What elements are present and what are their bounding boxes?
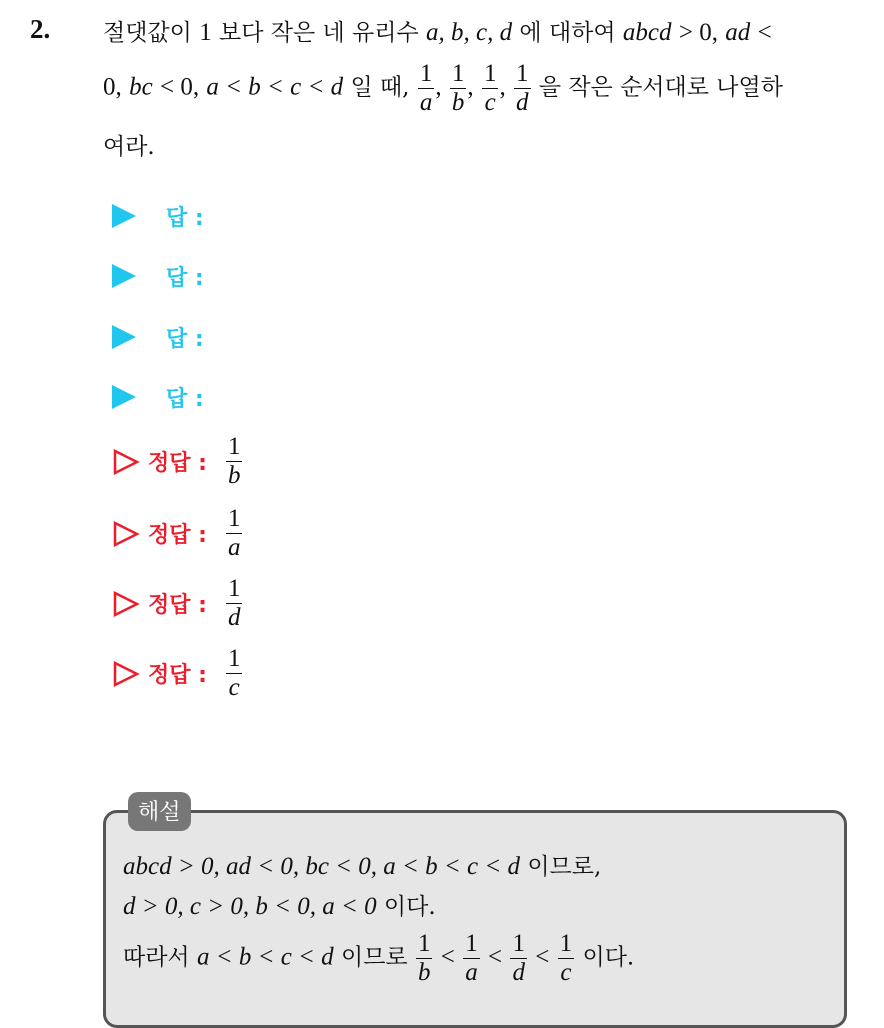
outline-triangle-icon (112, 448, 140, 476)
fraction: $\frac{1}{c}$ (483, 60, 497, 116)
outline-triangle-icon (112, 590, 140, 618)
play-icon (112, 264, 136, 288)
correct-label: 정답 : (148, 451, 207, 476)
correct-label: 정답 : (148, 663, 207, 688)
fraction: $\frac{1}{a}$ (465, 930, 478, 986)
answer-label: 답 : (166, 205, 204, 231)
fraction: $\frac{1}{c}$ (559, 930, 573, 986)
correct-label: 정답 : (148, 593, 207, 618)
play-icon (112, 204, 136, 228)
answer-row[interactable] (112, 196, 204, 236)
answer-row[interactable] (112, 317, 204, 357)
outline-triangle-icon (112, 660, 140, 688)
correct-answer-row (112, 433, 243, 490)
correct-label: 정답 : (148, 523, 207, 548)
answer-row[interactable] (112, 377, 204, 417)
answer-label: 답 : (166, 326, 204, 352)
answer-label: 답 : (166, 265, 204, 291)
correct-answer-row (112, 505, 243, 562)
question-number: 2. (30, 14, 51, 44)
answer-row[interactable] (112, 256, 204, 296)
fraction: $\frac{1}{d}$ (512, 930, 525, 986)
play-icon (112, 325, 136, 349)
question-line-1: 절댓값이 1 보다 작은 네 유리수 a, b, c, d 에 대하여 abcd > 0, ad < (103, 19, 772, 46)
question-line-2: 0, bc < 0, a < b < c < d 일 때, $\frac{1}{a}$ , $\frac{1}{b}$ , $\frac{1}{c}$ , $\frac{1}{d}$ 을 작은 순서대로 나열하 (103, 60, 783, 116)
answer-label: 답 : (166, 386, 204, 412)
play-icon (112, 385, 136, 409)
correct-answer-row (112, 645, 243, 702)
solution-line-3: 따라서 a < b < c < d 이므로 $\frac{1}{b}$ < $\frac{1}{a}$ < $\frac{1}{d}$ < $\frac{1}{c}$ 이다. (123, 930, 635, 986)
correct-answer-row (112, 575, 243, 632)
fraction: $\frac{1}{d}$ (516, 60, 529, 116)
outline-triangle-icon (112, 520, 140, 548)
solution-line-1: abcd > 0, ad < 0, bc < 0, a < b < c < d 이므로, (123, 853, 602, 880)
fraction: $\frac{1}{a}$ (419, 60, 433, 116)
solution-line-2: d > 0, c > 0, b < 0, a < 0 이다. (123, 893, 436, 920)
solution-tab: 해설 (128, 792, 191, 831)
answer-fraction: $\frac{1}{c}$ (227, 645, 241, 701)
answer-fraction: $\frac{1}{b}$ (227, 433, 241, 489)
fraction: $\frac{1}{b}$ (451, 60, 465, 116)
question-line-3: 여라. (103, 134, 155, 160)
answer-fraction: $\frac{1}{a}$ (227, 505, 241, 561)
fraction: $\frac{1}{b}$ (417, 930, 431, 986)
answer-fraction: $\frac{1}{d}$ (227, 575, 241, 631)
